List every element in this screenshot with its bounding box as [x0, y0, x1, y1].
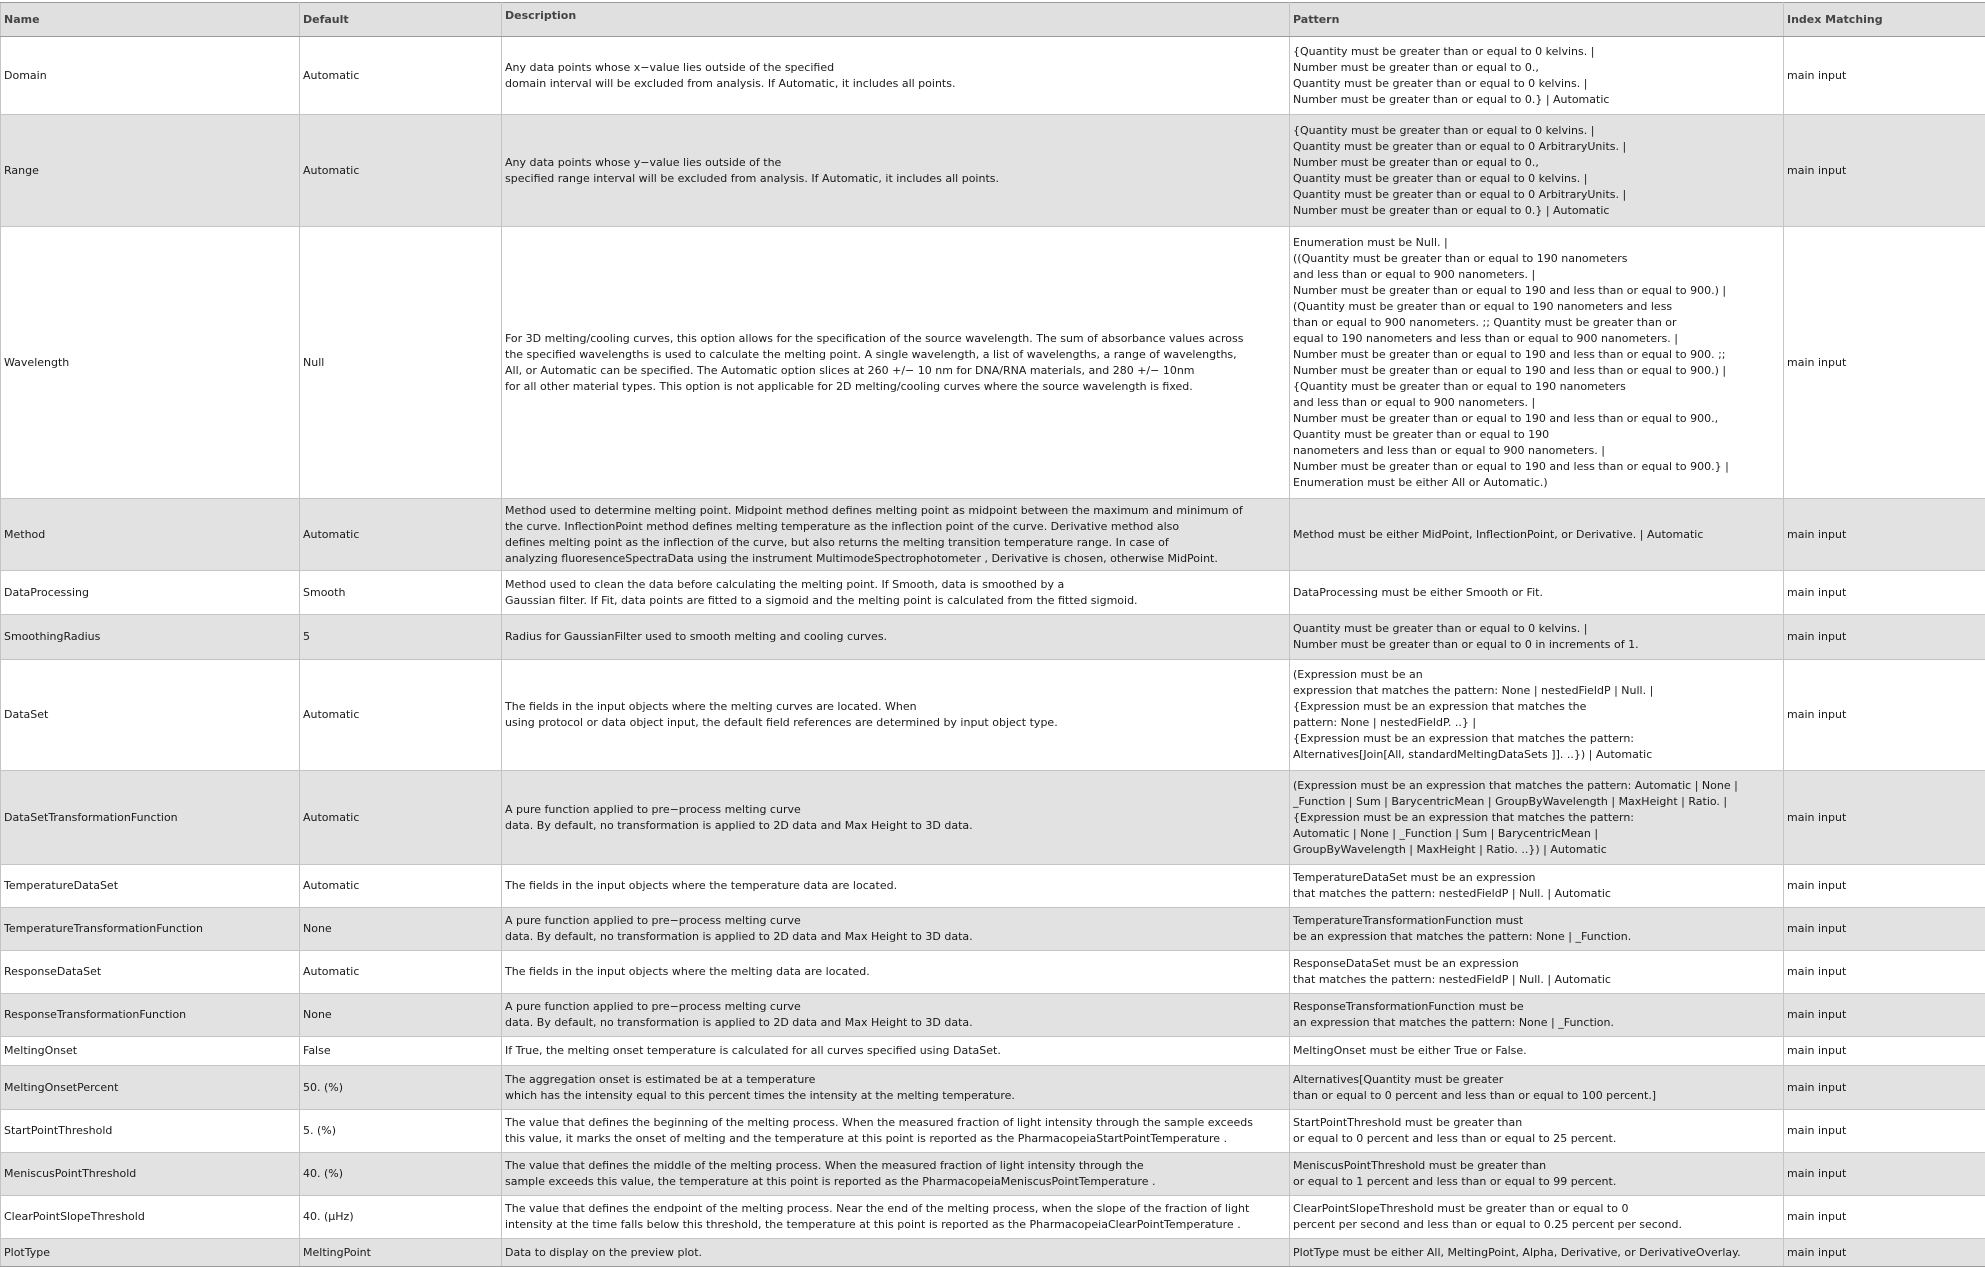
- cell-index-matching: main input: [1784, 1153, 1985, 1196]
- cell-option-name: PlotType: [1, 1239, 300, 1267]
- table-row: [1, 660, 1985, 771]
- cell-option-name: ResponseDataSet: [1, 951, 300, 994]
- cell-default-value: 50. (%): [300, 1066, 502, 1110]
- cell-default-value: Null: [300, 227, 502, 499]
- cell-description: The value that defines the endpoint of the melting process. Near the end of the melting process, when the slope of the fraction of light intensity at the time falls below this threshold, the temperature at this point is reported as the PharmacopeiaClearPointTemperature .: [502, 1196, 1290, 1239]
- cell-pattern: Enumeration must be Null. | ((Quantity must be greater than or equal to 190 nanometers and less than or equal to 900 nanometers. | Number must be greater than or equal to 190 and less than or equal to 900.) | (Quantity must be greater than or equal to 190 nanometers and less than or equal to 900 nanometers. ;; Quantity must be greater than or equal to 190 nanometers and less than or equal to 900 nanometers. | Number must be greater than or equal to 190 and less than or equal to 900. ;; Number must be greater than or equal to 190 and less than or equal to 900.) | {Quantity must be greater than or equal to 190 nanometers and less than or equal to 900 nanometers. | Number must be greater than or equal to 190 and less than or equal to 900., Quantity must be greater than or equal to 190 nanometers and less than or equal to 900 nanometers. | Number must be greater than or equal to 190 and less than or equal to 900.} | Enumeration must be either All or Automatic.): [1290, 227, 1784, 499]
- cell-pattern: DataProcessing must be either Smooth or Fit.: [1290, 571, 1784, 615]
- cell-option-name: Range: [1, 115, 300, 227]
- column-header-default[interactable]: Default: [300, 3, 502, 37]
- cell-description: The fields in the input objects where the temperature data are located.: [502, 865, 1290, 908]
- cell-pattern: MeltingOnset must be either True or False.: [1290, 1037, 1784, 1066]
- cell-index-matching: main input: [1784, 865, 1985, 908]
- table-row: [1, 227, 1985, 499]
- cell-index-matching: main input: [1784, 660, 1985, 771]
- header-row: [1, 3, 1985, 37]
- cell-index-matching: main input: [1784, 771, 1985, 865]
- cell-default-value: 40. (μHz): [300, 1196, 502, 1239]
- cell-pattern: ClearPointSlopeThreshold must be greater than or equal to 0 percent per second and less than or equal to 0.25 percent per second.: [1290, 1196, 1784, 1239]
- cell-option-name: MeniscusPointThreshold: [1, 1153, 300, 1196]
- table-row: [1, 115, 1985, 227]
- cell-default-value: MeltingPoint: [300, 1239, 502, 1267]
- cell-default-value: Automatic: [300, 37, 502, 115]
- column-header-index-matching[interactable]: Index Matching: [1784, 3, 1985, 37]
- cell-option-name: MeltingOnset: [1, 1037, 300, 1066]
- cell-description: A pure function applied to pre−process melting curve data. By default, no transformation is applied to 2D data and Max Height to 3D data.: [502, 908, 1290, 951]
- cell-pattern: (Expression must be an expression that matches the pattern: Automatic | None | _Function | Sum | BarycentricMean | GroupByWavelength | MaxHeight | Ratio. | {Expression must be an expression that matches the pattern: Automatic | None | _Function | Sum | BarycentricMean | GroupByWavelength | MaxHeight | Ratio. ..}) | Automatic: [1290, 771, 1784, 865]
- cell-default-value: Smooth: [300, 571, 502, 615]
- cell-index-matching: main input: [1784, 1239, 1985, 1267]
- cell-default-value: 5: [300, 615, 502, 660]
- cell-description: The value that defines the middle of the melting process. When the measured fraction of light intensity through the sample exceeds this value, the temperature at this point is reported as the PharmacopeiaMeniscusPointTemperature .: [502, 1153, 1290, 1196]
- cell-default-value: 40. (%): [300, 1153, 502, 1196]
- cell-description: Any data points whose y−value lies outside of the specified range interval will be excluded from analysis. If Automatic, it includes all points.: [502, 115, 1290, 227]
- cell-index-matching: main input: [1784, 499, 1985, 571]
- cell-description: Data to display on the preview plot.: [502, 1239, 1290, 1267]
- column-header-name[interactable]: Name: [1, 3, 300, 37]
- cell-default-value: False: [300, 1037, 502, 1066]
- cell-option-name: StartPointThreshold: [1, 1110, 300, 1153]
- cell-index-matching: main input: [1784, 994, 1985, 1037]
- cell-option-name: Wavelength: [1, 227, 300, 499]
- cell-index-matching: main input: [1784, 571, 1985, 615]
- cell-pattern: StartPointThreshold must be greater than or equal to 0 percent and less than or equal to 25 percent.: [1290, 1110, 1784, 1153]
- cell-option-name: DataProcessing: [1, 571, 300, 615]
- cell-index-matching: main input: [1784, 951, 1985, 994]
- cell-description: The value that defines the beginning of the melting process. When the measured fraction of light intensity through the sample exceeds this value, it marks the onset of melting and the temperature at this point is reported as the PharmacopeiaStartPointTemperature .: [502, 1110, 1290, 1153]
- table-row: [1, 865, 1985, 908]
- cell-description: For 3D melting/cooling curves, this option allows for the specification of the source wavelength. The sum of absorbance values across the specified wavelengths is used to calculate the melting point. A single wavelength, a list of wavelengths, a range of wavelengths, All, or Automatic can be specified. The Automatic option slices at 260 +/− 10 nm for DNA/RNA materials, and 280 +/− 10nm for all other material types. This option is not applicable for 2D melting/cooling curves where the source wavelength is fixed.: [502, 227, 1290, 499]
- table-row: [1, 771, 1985, 865]
- cell-option-name: Method: [1, 499, 300, 571]
- column-header-description[interactable]: Description: [502, 3, 1290, 37]
- cell-option-name: TemperatureTransformationFunction: [1, 908, 300, 951]
- cell-default-value: Automatic: [300, 115, 502, 227]
- cell-index-matching: main input: [1784, 1110, 1985, 1153]
- table-row: [1, 1037, 1985, 1066]
- cell-pattern: ResponseDataSet must be an expression that matches the pattern: nestedFieldP | Null. | Automatic: [1290, 951, 1784, 994]
- cell-default-value: None: [300, 994, 502, 1037]
- cell-index-matching: main input: [1784, 115, 1985, 227]
- cell-default-value: Automatic: [300, 865, 502, 908]
- cell-pattern: TemperatureTransformationFunction must be an expression that matches the pattern: None | _Function.: [1290, 908, 1784, 951]
- cell-pattern: TemperatureDataSet must be an expression that matches the pattern: nestedFieldP | Null. | Automatic: [1290, 865, 1784, 908]
- cell-pattern: {Quantity must be greater than or equal to 0 kelvins. | Quantity must be greater than or equal to 0 ArbitraryUnits. | Number must be greater than or equal to 0., Quantity must be greater than or equal to 0 kelvins. | Quantity must be greater than or equal to 0 ArbitraryUnits. | Number must be greater than or equal to 0.} | Automatic: [1290, 115, 1784, 227]
- cell-pattern: {Quantity must be greater than or equal to 0 kelvins. | Number must be greater than or equal to 0., Quantity must be greater than or equal to 0 kelvins. | Number must be greater than or equal to 0.} | Automatic: [1290, 37, 1784, 115]
- cell-description: A pure function applied to pre−process melting curve data. By default, no transformation is applied to 2D data and Max Height to 3D data.: [502, 771, 1290, 865]
- cell-pattern: Alternatives[Quantity must be greater than or equal to 0 percent and less than or equal to 100 percent.]: [1290, 1066, 1784, 1110]
- cell-description: The fields in the input objects where the melting data are located.: [502, 951, 1290, 994]
- table-row: [1, 571, 1985, 615]
- cell-index-matching: main input: [1784, 1196, 1985, 1239]
- cell-description: The aggregation onset is estimated be at a temperature which has the intensity equal to this percent times the intensity at the melting temperature.: [502, 1066, 1290, 1110]
- cell-description: Any data points whose x−value lies outside of the specified domain interval will be excluded from analysis. If Automatic, it includes all points.: [502, 37, 1290, 115]
- column-header-pattern[interactable]: Pattern: [1290, 3, 1784, 37]
- table-row: [1, 908, 1985, 951]
- cell-default-value: Automatic: [300, 951, 502, 994]
- table-body: [1, 37, 1985, 1267]
- options-table: [0, 2, 1985, 1267]
- cell-pattern: MeniscusPointThreshold must be greater than or equal to 1 percent and less than or equal to 99 percent.: [1290, 1153, 1784, 1196]
- cell-default-value: None: [300, 908, 502, 951]
- cell-default-value: Automatic: [300, 660, 502, 771]
- cell-index-matching: main input: [1784, 615, 1985, 660]
- cell-pattern: PlotType must be either All, MeltingPoint, Alpha, Derivative, or DerivativeOverlay.: [1290, 1239, 1784, 1267]
- cell-option-name: SmoothingRadius: [1, 615, 300, 660]
- cell-pattern: Method must be either MidPoint, InflectionPoint, or Derivative. | Automatic: [1290, 499, 1784, 571]
- table-row: [1, 951, 1985, 994]
- cell-option-name: DataSetTransformationFunction: [1, 771, 300, 865]
- cell-pattern: (Expression must be an expression that matches the pattern: None | nestedFieldP | Null. | {Expression must be an expression that matches the pattern: None | nestedFieldP. ..} | {Expression must be an expression that matches the pattern: Alternatives[Join[All, standardMeltingDataSets ]]. ..}) | Automatic: [1290, 660, 1784, 771]
- cell-option-name: TemperatureDataSet: [1, 865, 300, 908]
- table-row: [1, 1153, 1985, 1196]
- cell-pattern: ResponseTransformationFunction must be an expression that matches the pattern: None | _Function.: [1290, 994, 1784, 1037]
- table-row: [1, 37, 1985, 115]
- cell-description: The fields in the input objects where the melting curves are located. When using protocol or data object input, the default field references are determined by input object type.: [502, 660, 1290, 771]
- cell-index-matching: main input: [1784, 37, 1985, 115]
- table-row: [1, 499, 1985, 571]
- cell-description: Method used to determine melting point. Midpoint method defines melting point as midpoint between the maximum and minimum of the curve. InflectionPoint method defines melting temperature as the inflection point of the curve. Derivative method also defines melting point as the inflection of the curve, but also returns the melting transition temperature range. In case of analyzing fluoresenceSpectraData using the instrument MultimodeSpectrophotometer , Derivative is chosen, otherwise MidPoint.: [502, 499, 1290, 571]
- cell-option-name: MeltingOnsetPercent: [1, 1066, 300, 1110]
- cell-option-name: DataSet: [1, 660, 300, 771]
- table-row: [1, 1239, 1985, 1267]
- cell-pattern: Quantity must be greater than or equal to 0 kelvins. | Number must be greater than or equal to 0 in increments of 1.: [1290, 615, 1784, 660]
- cell-index-matching: main input: [1784, 1066, 1985, 1110]
- cell-option-name: Domain: [1, 37, 300, 115]
- cell-index-matching: main input: [1784, 227, 1985, 499]
- table-row: [1, 615, 1985, 660]
- table-row: [1, 1066, 1985, 1110]
- cell-index-matching: main input: [1784, 908, 1985, 951]
- cell-option-name: ClearPointSlopeThreshold: [1, 1196, 300, 1239]
- cell-description: If True, the melting onset temperature is calculated for all curves specified using DataSet.: [502, 1037, 1290, 1066]
- cell-default-value: Automatic: [300, 499, 502, 571]
- cell-option-name: ResponseTransformationFunction: [1, 994, 300, 1037]
- cell-default-value: 5. (%): [300, 1110, 502, 1153]
- cell-index-matching: main input: [1784, 1037, 1985, 1066]
- table-row: [1, 994, 1985, 1037]
- cell-description: A pure function applied to pre−process melting curve data. By default, no transformation is applied to 2D data and Max Height to 3D data.: [502, 994, 1290, 1037]
- table-row: [1, 1196, 1985, 1239]
- table-row: [1, 1110, 1985, 1153]
- cell-description: Method used to clean the data before calculating the melting point. If Smooth, data is smoothed by a Gaussian filter. If Fit, data points are fitted to a sigmoid and the melting point is calculated from the fitted sigmoid.: [502, 571, 1290, 615]
- cell-description: Radius for GaussianFilter used to smooth melting and cooling curves.: [502, 615, 1290, 660]
- cell-default-value: Automatic: [300, 771, 502, 865]
